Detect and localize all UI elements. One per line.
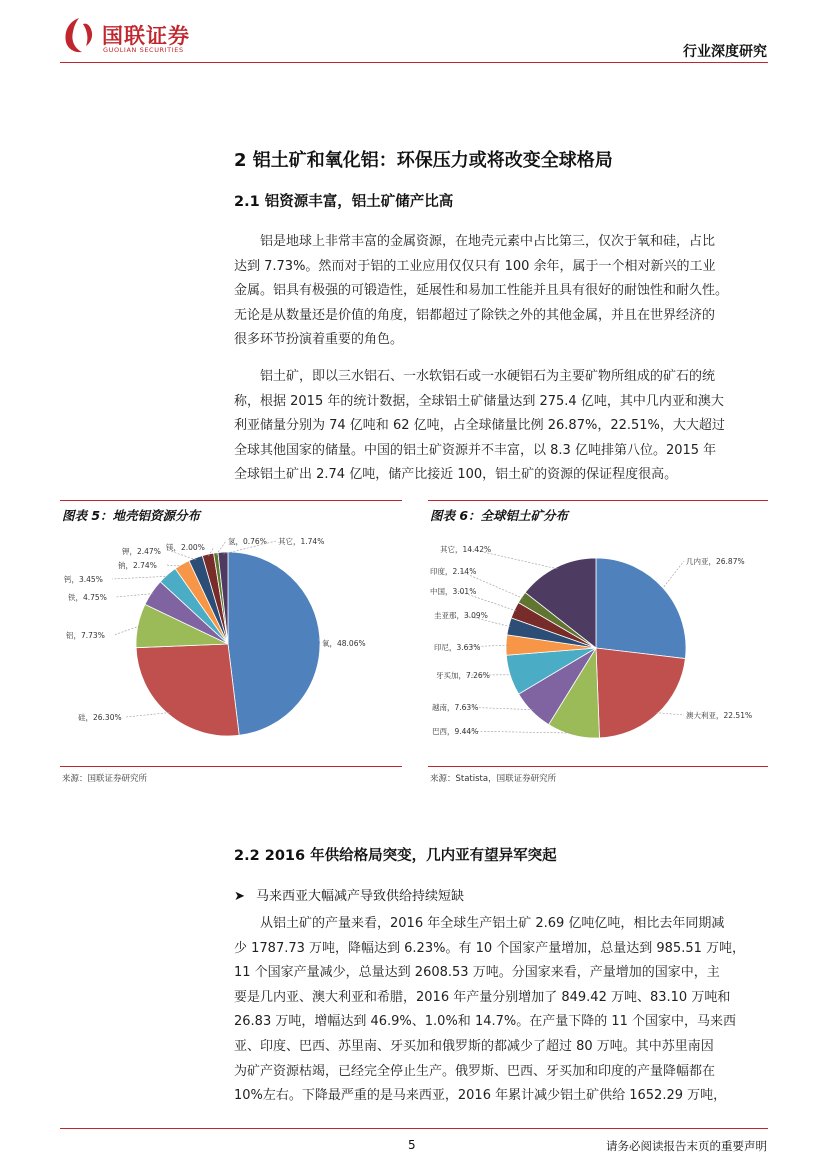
logo-text-en: GUOLIAN SECURITIES xyxy=(103,46,184,54)
fig6-top-rule xyxy=(428,500,768,501)
paragraph-3-line: 亚、印度、巴西、苏里南、牙买加和俄罗斯的都减少了超过 80 万吨。其中苏里南因 xyxy=(234,1038,714,1054)
pie-slice-label: 越南，7.63% xyxy=(432,703,479,712)
pie-slice-label: 钙，3.45% xyxy=(64,575,103,584)
subsection-heading-2-2: 2.2 2016 年供给格局突变，几内亚有望异军突起 xyxy=(234,848,557,864)
pie-slice xyxy=(228,552,320,735)
fig5-top-rule xyxy=(60,500,402,501)
pie-slice-label: 钠，2.74% xyxy=(118,561,157,570)
pie-slice-label: 几内亚，26.87% xyxy=(686,557,745,566)
footer-disclaimer: 请务必阅读报告末页的重要声明 xyxy=(606,1139,767,1153)
pie-leader-line xyxy=(114,626,140,635)
fig6-bottom-rule xyxy=(428,766,768,767)
fig5-source: 来源：国联证券研究所 xyxy=(62,774,148,784)
section-heading: 2 铝土矿和氧化铝：环保压力或将改变全球格局 xyxy=(234,150,613,171)
pie-slice-label: 钾，2.47% xyxy=(122,547,161,556)
pie-leader-line xyxy=(656,713,684,715)
paragraph-1 xyxy=(234,230,768,353)
fig5-pie-chart xyxy=(60,526,402,762)
logo-text-cn: 国联证券 xyxy=(102,24,190,48)
paragraph-3 xyxy=(234,912,768,1109)
fig5-bottom-rule xyxy=(60,766,402,767)
paragraph-1-line: 无论是从数量还是价值的角度，铝都超过了除铁之外的其他金属，并且在世界经济的 xyxy=(234,307,716,323)
paragraph-2-line: 称，根据 2015 年的统计数据，全球铝土矿储量达到 275.4 亿吨，其中几内亚和澳大 xyxy=(234,393,724,409)
paragraph-3-line: 为矿产资源枯竭，已经完全停止生产。俄罗斯、巴西、牙买加和印度的产量降幅都在 xyxy=(234,1063,716,1079)
arrow-bullet-icon: ➤ xyxy=(234,889,245,904)
pie-slice xyxy=(596,558,686,659)
paragraph-3-line: 从铝土矿的产量来看，2016 年全球生产铝土矿 2.69 亿吨亿吨，相比去年同期减 xyxy=(260,916,725,931)
pie-leader-line xyxy=(462,731,574,733)
paragraph-1-line: 铝是地球上非常丰富的金属资源，在地壳元素中占比第三，仅次于氧和硅，占比 xyxy=(260,234,716,249)
paragraph-3-line: 11 个国家产量减少，总量达到 2608.53 万吨。分国家来看，产量增加的国家中，主 xyxy=(234,965,720,981)
fig6-pie-chart xyxy=(428,526,768,762)
page-number: 5 xyxy=(408,1138,416,1152)
bullet-text: 马来西亚大幅减产导致供给持续短缺 xyxy=(256,889,465,904)
paragraph-3-line: 10%左右。下降最严重的是马来西亚，2016 年累计减少铝土矿供给 1652.29 万吨， xyxy=(234,1088,727,1104)
pie-slice-label: 其它，14.42% xyxy=(440,545,492,554)
paragraph-2-line: 全球铝土矿出 2.74 亿吨，储产比接近 100，铝土矿的资源的保证程度很高。 xyxy=(234,467,678,483)
header-divider xyxy=(60,62,768,63)
pie-slice-label: 圭亚那，3.09% xyxy=(434,611,488,620)
paragraph-2-line: 全球其他国家的储量。中国的铝土矿资源并不丰富，以 8.3 亿吨排第八位。2015 年 xyxy=(234,442,717,458)
pie-leader-line xyxy=(112,576,169,579)
paragraph-1-line: 达到 7.73%。然而对于铝的工业应用仅仅只有 100 余年，属于一个相对新兴的工业 xyxy=(234,258,716,274)
pie-leader-line xyxy=(116,594,153,597)
pie-leader-line xyxy=(662,561,684,590)
paragraph-2-line: 利亚储量分别为 74 亿吨和 62 亿吨，占全球储量比例 26.87%，22.51%，大大超过 xyxy=(234,418,725,434)
footer-divider xyxy=(60,1128,768,1129)
logo-icon xyxy=(62,16,96,54)
pie-slice-label: 铁，4.75% xyxy=(68,593,107,602)
pie-slice-label: 硅，26.30% xyxy=(78,713,122,722)
pie-slice xyxy=(596,648,685,738)
paragraph-2-line: 铝土矿，即以三水铝石、一水软铝石或一水硬铝石为主要矿物所组成的矿石的统 xyxy=(260,369,716,384)
pie-slice-label: 巴西，9.44% xyxy=(432,727,479,736)
paragraph-1-line: 很多环节扮演着重要的角色。 xyxy=(234,332,404,348)
pie-slice-label: 澳大利亚，22.51% xyxy=(686,711,753,720)
paragraph-2 xyxy=(234,365,768,488)
pie-slice xyxy=(136,644,239,736)
pie-slice-label: 印尼，3.63% xyxy=(434,643,481,652)
pie-slice-label: 印度，2.14% xyxy=(430,567,477,576)
paragraph-3-line: 少 1787.73 万吨，降幅达到 6.23%。有 10 个国家产量增加，总量达到 985.51 万吨， xyxy=(234,940,746,956)
pie-slice-label: 镁，2.00% xyxy=(166,543,205,552)
pie-slice-label: 牙买加，7.26% xyxy=(436,671,490,680)
pie-slice-label: 氧，48.06% xyxy=(322,639,366,648)
report-type: 行业深度研究 xyxy=(683,44,767,60)
paragraph-3-line: 要是几内亚、澳大利亚和希腊，2016 年产量分别增加了 849.42 万吨、83.10 万吨和 xyxy=(234,989,731,1005)
subsection-heading-2-1: 2.1 铝资源丰富，铝土矿储产比高 xyxy=(234,194,454,210)
pie-leader-line xyxy=(170,551,196,560)
fig5-title: 图表 5：地壳铝资源分布 xyxy=(62,508,201,523)
fig6-title: 图表 6：全球铝土矿分布 xyxy=(430,508,569,523)
bullet-point xyxy=(234,885,464,904)
paragraph-1-line: 金属。铝具有极强的可锻造性，延展性和易加工性能并且具有很好的耐蚀性和耐久性。 xyxy=(234,283,729,299)
pie-slice-label: 其它，1.74% xyxy=(278,537,325,546)
pie-slice-label: 铝，7.73% xyxy=(66,631,105,640)
pie-slice-label: 氢，0.76% xyxy=(228,537,267,546)
paragraph-3-line: 26.83 万吨，增幅达到 46.9%、1.0%和 14.7%。在产量下降的 11 个国家中，马来西 xyxy=(234,1014,737,1030)
fig6-source: 来源：Statista，国联证券研究所 xyxy=(430,774,557,784)
pie-slice-label: 中国，3.01% xyxy=(430,587,477,596)
pie-leader-line xyxy=(126,713,170,717)
